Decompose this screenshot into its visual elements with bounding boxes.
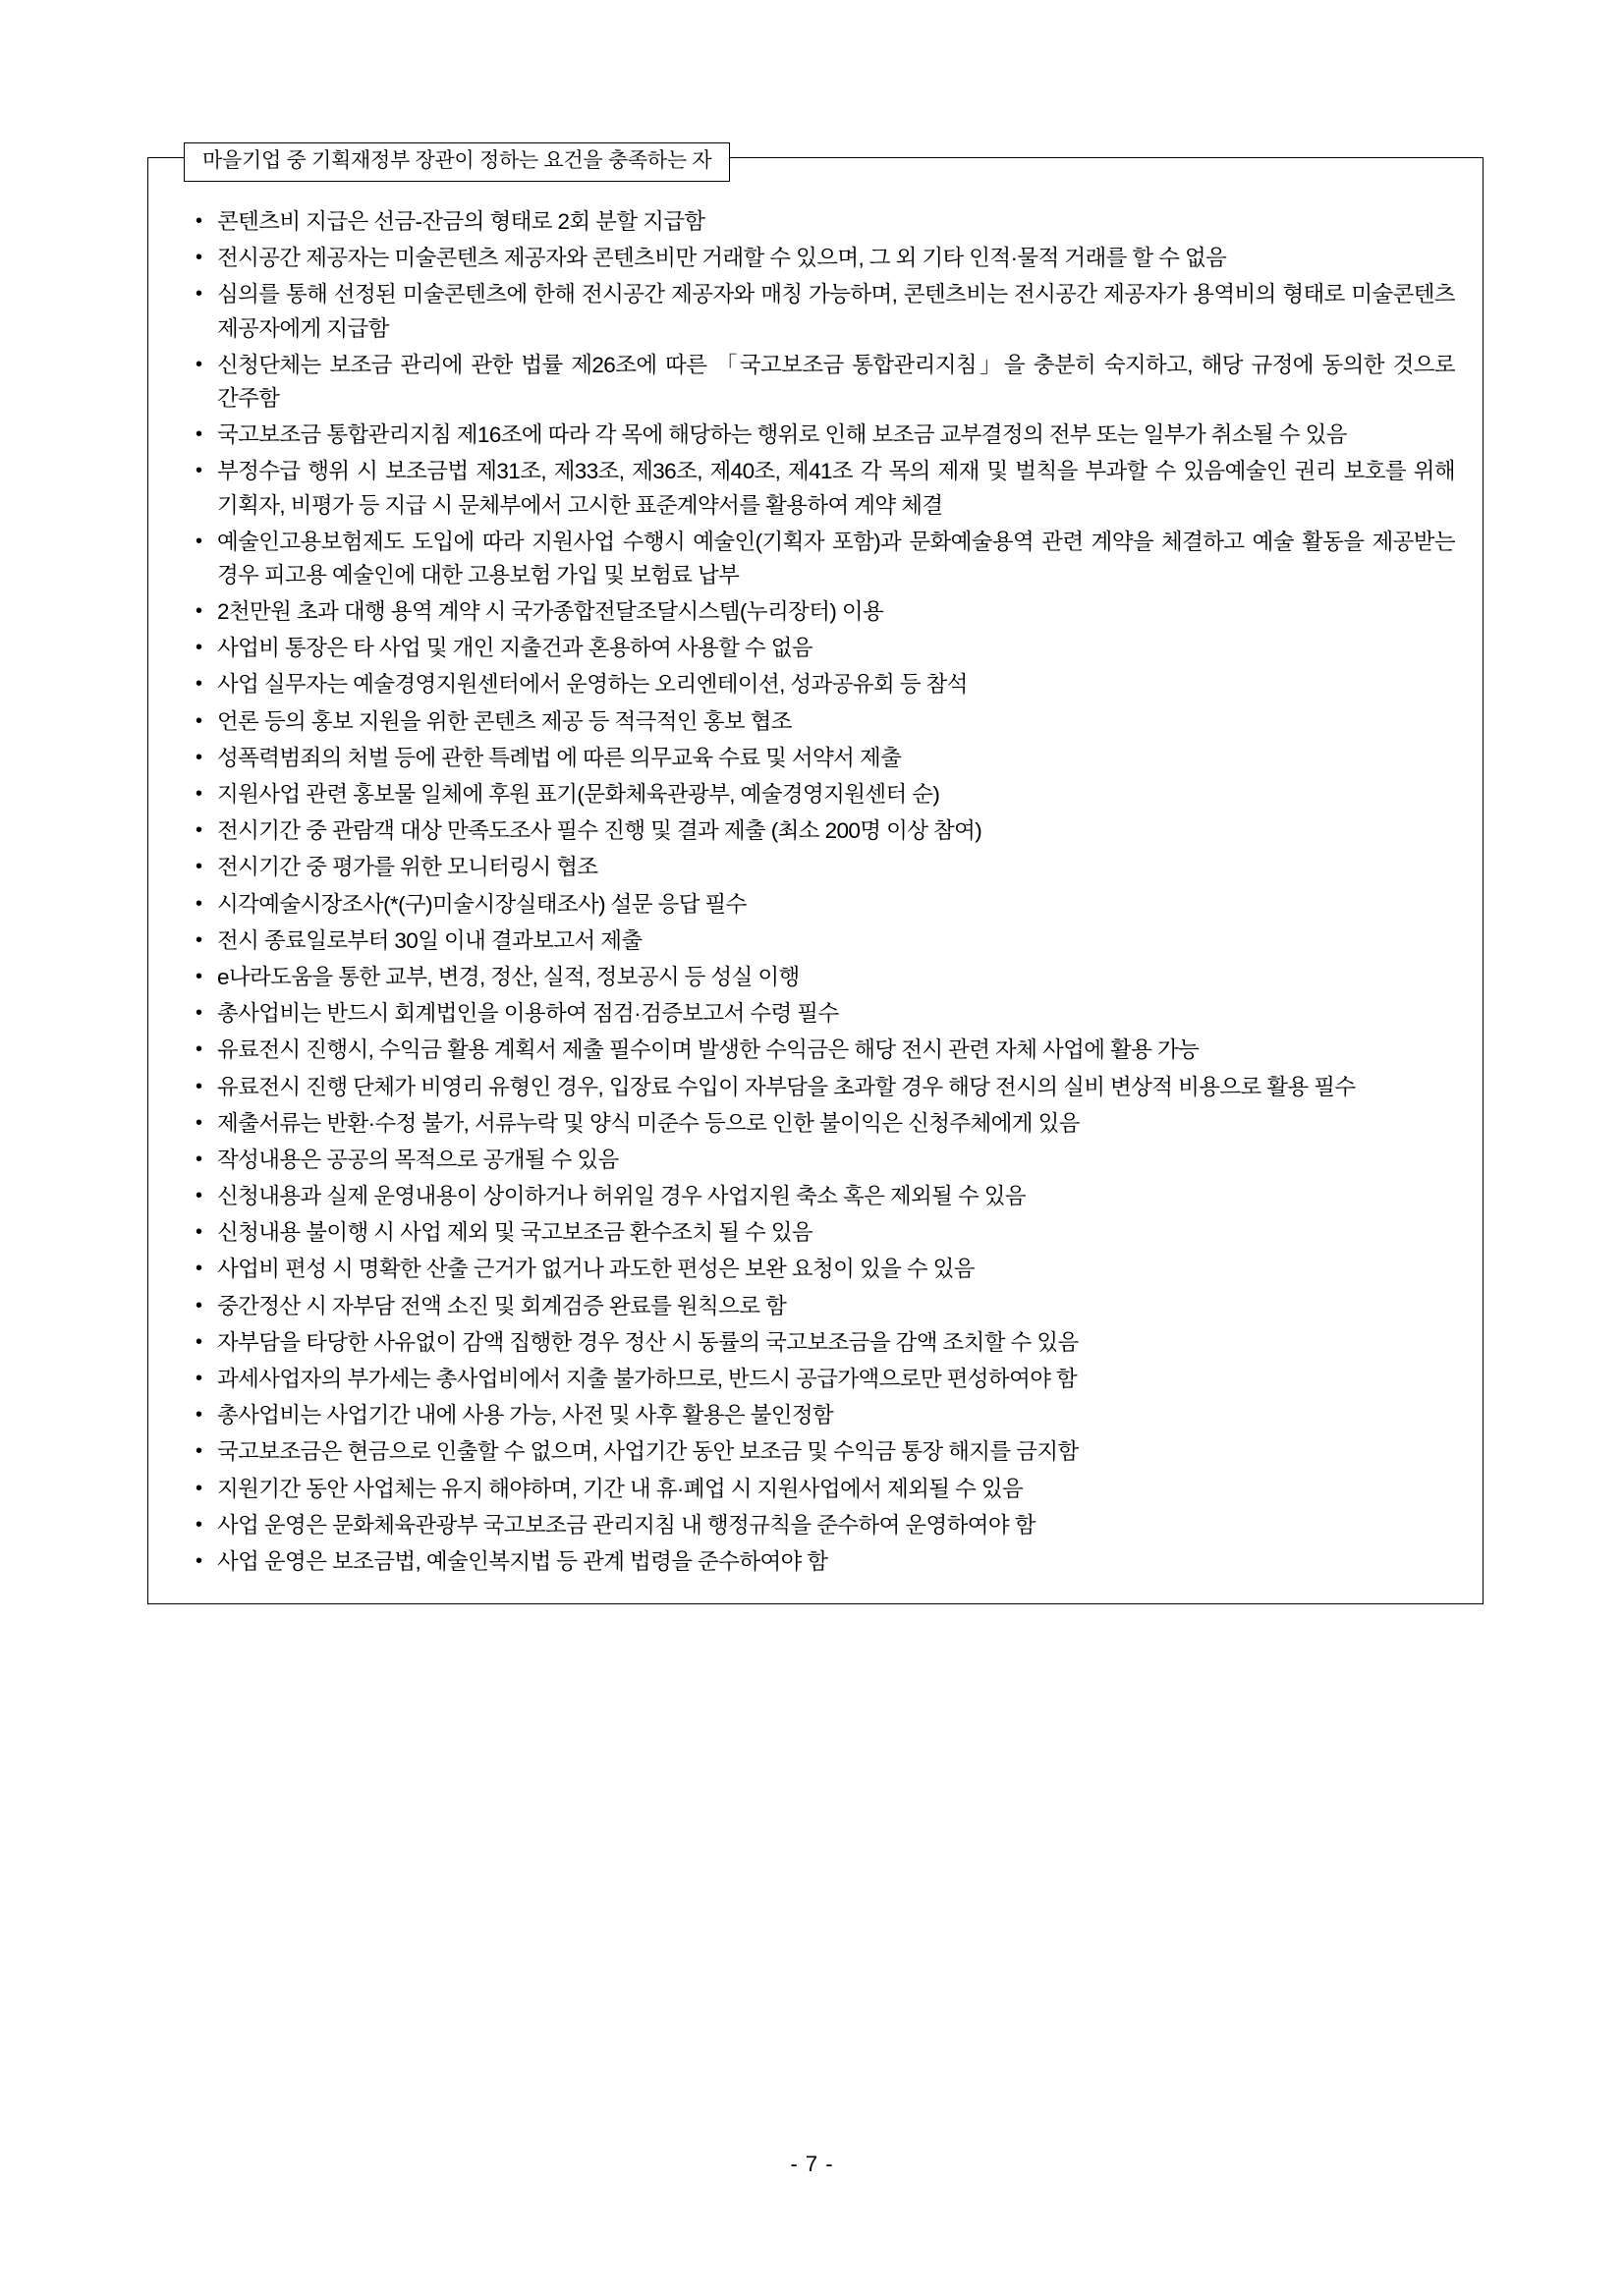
list-item: • 전시기간 중 평가를 위한 모니터링시 협조 xyxy=(192,851,1455,884)
list-item: • 지원기간 동안 사업체는 유지 해야하며, 기간 내 휴·폐업 시 지원사업에서 제외될 수 있음 xyxy=(192,1473,1455,1506)
list-item: • 국고보조금은 현금으로 인출할 수 없으며, 사업기간 동안 보조금 및 수익금 통장 해지를 금지함 xyxy=(192,1435,1455,1469)
list-item: • 시각예술시장조사(*(구)미술시장실태조사) 설문 응답 필수 xyxy=(192,888,1455,922)
list-item: • 중간정산 시 자부담 전액 소진 및 회계검증 완료를 원칙으로 함 xyxy=(192,1290,1455,1323)
list-item: • 자부담을 타당한 사유없이 감액 집행한 경우 정산 시 동률의 국고보조금을 감액 조치할 수 있음 xyxy=(192,1326,1455,1360)
list-item: • 사업비 편성 시 명확한 산출 근거가 없거나 과도한 편성은 보완 요청이 있을 수 있음 xyxy=(192,1253,1455,1286)
list-item: • 신청내용 불이행 시 사업 제외 및 국고보조금 환수조치 될 수 있음 xyxy=(192,1216,1455,1250)
list-item: • 사업비 통장은 타 사업 및 개인 지출건과 혼용하여 사용할 수 없음 xyxy=(192,632,1455,665)
page-number: - 7 - xyxy=(790,2152,834,2176)
list-item: • 부정수급 행위 시 보조금법 제31조, 제33조, 제36조, 제40조, 제41조 각 목의 제재 및 벌칙을 부과할 수 있음예술인 권리 보호를 위해 기획자, 비평가 등 지급 시 문체부에서 고시한 표준계약서를 활용하여 계약 체결 xyxy=(192,455,1455,522)
list-item: • e나라도움을 통한 교부, 변경, 정산, 실적, 정보공시 등 성실 이행 xyxy=(192,961,1455,994)
list-item: • 유료전시 진행시, 수익금 활용 계획서 제출 필수이며 발생한 수익금은 해당 전시 관련 자체 사업에 활용 가능 xyxy=(192,1034,1455,1067)
list-item: • 전시 종료일로부터 30일 이내 결과보고서 제출 xyxy=(192,924,1455,958)
list-item: • 사업 운영은 문화체육관광부 국고보조금 관리지침 내 행정규칙을 준수하여 운영하여야 함 xyxy=(192,1509,1455,1542)
list-item: • 전시공간 제공자는 미술콘텐츠 제공자와 콘텐츠비만 거래할 수 있으며, 그 외 기타 인적·물적 거래를 할 수 없음 xyxy=(192,242,1455,275)
notice-bullet-list xyxy=(148,205,1483,1603)
list-item: • 지원사업 관련 홍보물 일체에 후원 표기(문화체육관광부, 예술경영지원센터 순) xyxy=(192,778,1455,812)
list-item: • 언론 등의 홍보 지원을 위한 콘텐츠 제공 등 적극적인 홍보 협조 xyxy=(192,705,1455,739)
notice-frame xyxy=(147,149,1484,1604)
list-item: • 심의를 통해 선정된 미술콘텐츠에 한해 전시공간 제공자와 매칭 가능하며, 콘텐츠비는 전시공간 제공자가 용역비의 형태로 미술콘텐츠 제공자에게 지급함 xyxy=(192,278,1455,345)
list-item: • 작성내용은 공공의 목적으로 공개될 수 있음 xyxy=(192,1144,1455,1177)
list-item: • 사업 운영은 보조금법, 예술인복지법 등 관계 법령을 준수하여야 함 xyxy=(192,1545,1455,1579)
list-item: • 신청단체는 보조금 관리에 관한 법률 제26조에 따른 「국고보조금 통합관리지침」을 충분히 숙지하고, 해당 규정에 동의한 것으로 간주함 xyxy=(192,349,1455,416)
list-item: • 총사업비는 사업기간 내에 사용 가능, 사전 및 사후 활용은 불인정함 xyxy=(192,1399,1455,1432)
list-item: • 콘텐츠비 지급은 선금-잔금의 형태로 2회 분할 지급함 xyxy=(192,205,1455,239)
frame-header-label: 마을기업 중 기획재정부 장관이 정하는 요건을 충족하는 자 xyxy=(184,142,730,182)
list-item: • 예술인고용보험제도 도입에 따라 지원사업 수행시 예술인(기획자 포함)과 문화예술용역 관련 계약을 체결하고 예술 활동을 제공받는 경우 피고용 예술인에 대한 고용보험 가입 및 보험료 납부 xyxy=(192,526,1455,592)
list-item: • 과세사업자의 부가세는 총사업비에서 지출 불가하므로, 반드시 공급가액으로만 편성하여야 함 xyxy=(192,1363,1455,1396)
list-item: • 유료전시 진행 단체가 비영리 유형인 경우, 입장료 수입이 자부담을 초과할 경우 해당 전시의 실비 변상적 비용으로 활용 필수 xyxy=(192,1071,1455,1104)
list-item: • 전시기간 중 관람객 대상 만족도조사 필수 진행 및 결과 제출 (최소 200명 이상 참여) xyxy=(192,814,1455,848)
list-item: • 2천만원 초과 대행 용역 계약 시 국가종합전달조달시스템(누리장터) 이용 xyxy=(192,595,1455,629)
list-item: • 성폭력범죄의 처벌 등에 관한 특례법 에 따른 의무교육 수료 및 서약서 제출 xyxy=(192,742,1455,775)
list-item: • 신청내용과 실제 운영내용이 상이하거나 허위일 경우 사업지원 축소 혹은 제외될 수 있음 xyxy=(192,1180,1455,1213)
list-item: • 사업 실무자는 예술경영지원센터에서 운영하는 오리엔테이션, 성과공유회 등 참석 xyxy=(192,668,1455,701)
list-item: • 제출서류는 반환·수정 불가, 서류누락 및 양식 미준수 등으로 인한 불이익은 신청주체에게 있음 xyxy=(192,1107,1455,1141)
list-item: • 국고보조금 통합관리지침 제16조에 따라 각 목에 해당하는 행위로 인해 보조금 교부결정의 전부 또는 일부가 취소될 수 있음 xyxy=(192,419,1455,452)
header-box-wrapper xyxy=(148,149,1483,205)
list-item: • 총사업비는 반드시 회계법인을 이용하여 점검·검증보고서 수령 필수 xyxy=(192,997,1455,1031)
